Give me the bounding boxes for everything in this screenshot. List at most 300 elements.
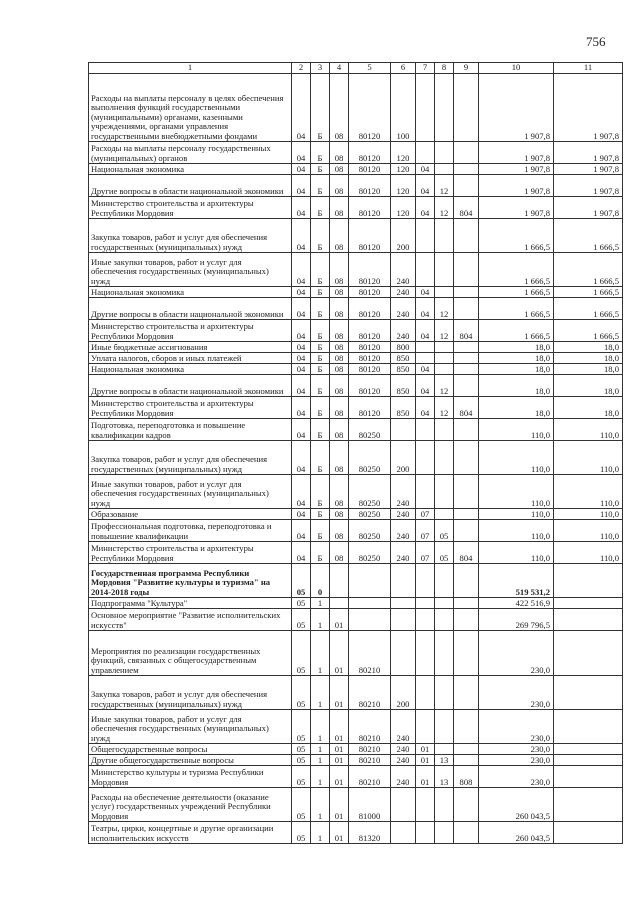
code-cell: 12 [435, 397, 454, 419]
code-cell: 200 [391, 441, 416, 475]
code-cell [454, 520, 479, 542]
code-cell: 81320 [349, 822, 391, 844]
table-row [89, 175, 623, 197]
code-cell: 04 [292, 441, 311, 475]
code-cell: 1 [311, 766, 330, 788]
table-row [89, 744, 623, 755]
amount-cell: 1 666,5 [479, 320, 554, 342]
row-description: Другие вопросы в области национальной экономики [89, 375, 292, 397]
page-number: 756 [586, 34, 606, 49]
code-cell [349, 598, 391, 609]
budget-table [88, 62, 623, 844]
code-cell: Б [311, 509, 330, 520]
code-cell [454, 598, 479, 609]
code-cell [416, 353, 435, 364]
amount-cell [554, 788, 623, 822]
code-cell: 80210 [349, 755, 391, 766]
code-cell: 200 [391, 219, 416, 253]
code-cell: 01 [330, 631, 349, 676]
code-cell [435, 676, 454, 710]
column-header-5: 5 [349, 63, 391, 74]
row-description: Другие общегосударственные вопросы [89, 755, 292, 766]
row-description: Мероприятия по реализации государственных функций, связанных с общегосударственным управлением [89, 631, 292, 676]
code-cell: 240 [391, 320, 416, 342]
code-cell: 1 [311, 710, 330, 744]
amount-cell [554, 766, 623, 788]
code-cell: 80120 [349, 197, 391, 219]
code-cell: 120 [391, 175, 416, 197]
code-cell: Б [311, 364, 330, 375]
code-cell: 240 [391, 755, 416, 766]
code-cell: 240 [391, 542, 416, 564]
amount-cell: 18,0 [554, 342, 623, 353]
code-cell: 08 [330, 542, 349, 564]
code-cell: 1 [311, 676, 330, 710]
code-cell: 80250 [349, 441, 391, 475]
row-description: Закупка товаров, работ и услуг для обеспечения государственных (муниципальных) нужд [89, 219, 292, 253]
code-cell: 04 [416, 364, 435, 375]
code-cell: 01 [330, 755, 349, 766]
amount-cell [554, 822, 623, 844]
column-header-3: 3 [311, 63, 330, 74]
code-cell: 13 [435, 755, 454, 766]
code-cell: 01 [330, 766, 349, 788]
code-cell [435, 342, 454, 353]
code-cell [435, 419, 454, 441]
code-cell: 04 [292, 509, 311, 520]
code-cell: 80250 [349, 475, 391, 509]
row-description: Министерство культуры и туризма Республики Мордовия [89, 766, 292, 788]
amount-cell: 110,0 [554, 475, 623, 509]
table-row [89, 520, 623, 542]
amount-cell: 18,0 [554, 375, 623, 397]
code-cell: 04 [416, 164, 435, 175]
code-cell [454, 298, 479, 320]
table-row [89, 755, 623, 766]
code-cell: 12 [435, 175, 454, 197]
code-cell: 08 [330, 142, 349, 164]
code-cell [416, 475, 435, 509]
code-cell: 80250 [349, 509, 391, 520]
code-cell: 120 [391, 197, 416, 219]
row-description: Закупка товаров, работ и услуг для обеспечения государственных (муниципальных) нужд [89, 676, 292, 710]
code-cell: 01 [330, 788, 349, 822]
table-row [89, 375, 623, 397]
code-cell: 08 [330, 397, 349, 419]
code-cell: 804 [454, 397, 479, 419]
code-cell: 80250 [349, 520, 391, 542]
code-cell: 200 [391, 676, 416, 710]
column-header-2: 2 [292, 63, 311, 74]
code-cell: 04 [292, 342, 311, 353]
code-cell: 240 [391, 710, 416, 744]
amount-cell: 1 666,5 [479, 287, 554, 298]
amount-cell [554, 598, 623, 609]
code-cell [454, 631, 479, 676]
row-description: Профессиональная подготовка, переподготовка и повышение квалификации [89, 520, 292, 542]
amount-cell: 1 907,8 [554, 197, 623, 219]
code-cell: 80120 [349, 142, 391, 164]
code-cell: 05 [292, 766, 311, 788]
table-row [89, 509, 623, 520]
code-cell: Б [311, 197, 330, 219]
code-cell: 12 [435, 320, 454, 342]
code-cell: 1 [311, 755, 330, 766]
code-cell: 04 [292, 364, 311, 375]
code-cell [416, 219, 435, 253]
code-cell: 05 [435, 542, 454, 564]
code-cell [391, 419, 416, 441]
code-cell [454, 475, 479, 509]
code-cell: Б [311, 175, 330, 197]
code-cell: 05 [292, 564, 311, 598]
code-cell: 1 [311, 744, 330, 755]
code-cell: 04 [292, 253, 311, 287]
code-cell: 04 [416, 320, 435, 342]
code-cell [416, 631, 435, 676]
code-cell [435, 822, 454, 844]
code-cell: 80250 [349, 419, 391, 441]
row-description: Основное мероприятие "Развитие исполнительских искусств" [89, 609, 292, 631]
code-cell: 80210 [349, 631, 391, 676]
amount-cell: 422 516,9 [479, 598, 554, 609]
amount-cell: 260 043,5 [479, 822, 554, 844]
amount-cell: 1 907,8 [479, 74, 554, 142]
code-cell: 05 [292, 788, 311, 822]
code-cell: 01 [416, 755, 435, 766]
table-row [89, 609, 623, 631]
code-cell: 01 [330, 710, 349, 744]
code-cell: 05 [292, 631, 311, 676]
code-cell [416, 142, 435, 164]
amount-cell: 1 666,5 [554, 320, 623, 342]
code-cell [454, 342, 479, 353]
amount-cell: 1 666,5 [479, 298, 554, 320]
code-cell [435, 631, 454, 676]
table-row [89, 710, 623, 744]
code-cell [454, 822, 479, 844]
amount-cell: 260 043,5 [479, 788, 554, 822]
code-cell [435, 253, 454, 287]
code-cell: 100 [391, 74, 416, 142]
code-cell [416, 788, 435, 822]
table-row [89, 631, 623, 676]
table-row [89, 542, 623, 564]
code-cell: 240 [391, 766, 416, 788]
code-cell: Б [311, 74, 330, 142]
code-cell: 240 [391, 509, 416, 520]
code-cell: 80120 [349, 397, 391, 419]
code-cell [435, 744, 454, 755]
code-cell [454, 755, 479, 766]
code-cell: 80120 [349, 164, 391, 175]
row-description: Министерство строительства и архитектуры Республики Мордовия [89, 542, 292, 564]
code-cell: 1 [311, 822, 330, 844]
amount-cell: 18,0 [479, 342, 554, 353]
amount-cell: 269 796,5 [479, 609, 554, 631]
row-description: Другие вопросы в области национальной экономики [89, 175, 292, 197]
code-cell: 80120 [349, 74, 391, 142]
code-cell: 08 [330, 419, 349, 441]
row-description: Уплата налогов, сборов и иных платежей [89, 353, 292, 364]
code-cell [454, 253, 479, 287]
amount-cell [554, 710, 623, 744]
amount-cell: 1 666,5 [554, 287, 623, 298]
code-cell: 850 [391, 364, 416, 375]
code-cell: 08 [330, 287, 349, 298]
code-cell: 80120 [349, 175, 391, 197]
code-cell: 80120 [349, 375, 391, 397]
column-header-9: 9 [454, 63, 479, 74]
code-cell [454, 564, 479, 598]
code-cell: 81000 [349, 788, 391, 822]
code-cell: Б [311, 441, 330, 475]
column-header-8: 8 [435, 63, 454, 74]
code-cell: 08 [330, 298, 349, 320]
table-row [89, 142, 623, 164]
code-cell: 04 [292, 419, 311, 441]
code-cell [435, 74, 454, 142]
code-cell: 12 [435, 375, 454, 397]
header-row [89, 63, 623, 74]
row-description: Образование [89, 509, 292, 520]
column-header-4: 4 [330, 63, 349, 74]
row-description: Театры, цирки, концертные и другие организации исполнительских искусств [89, 822, 292, 844]
amount-cell: 1 907,8 [554, 175, 623, 197]
code-cell [349, 564, 391, 598]
code-cell [454, 609, 479, 631]
code-cell: 04 [292, 298, 311, 320]
table-row [89, 822, 623, 844]
amount-cell [554, 564, 623, 598]
code-cell: 80210 [349, 744, 391, 755]
column-header-7: 7 [416, 63, 435, 74]
code-cell: Б [311, 142, 330, 164]
code-cell: 08 [330, 253, 349, 287]
code-cell: 07 [416, 509, 435, 520]
code-cell [435, 598, 454, 609]
row-description: Министерство строительства и архитектуры Республики Мордовия [89, 397, 292, 419]
amount-cell: 18,0 [479, 364, 554, 375]
table-row [89, 564, 623, 598]
code-cell: 04 [292, 197, 311, 219]
code-cell [454, 788, 479, 822]
amount-cell: 1 666,5 [479, 219, 554, 253]
code-cell: 01 [330, 744, 349, 755]
code-cell: 04 [292, 320, 311, 342]
code-cell: 01 [330, 676, 349, 710]
amount-cell: 1 666,5 [479, 253, 554, 287]
code-cell [435, 364, 454, 375]
table-row [89, 164, 623, 175]
code-cell: 240 [391, 287, 416, 298]
amount-cell: 18,0 [554, 364, 623, 375]
code-cell: 80120 [349, 253, 391, 287]
code-cell [454, 353, 479, 364]
code-cell [454, 74, 479, 142]
code-cell [435, 788, 454, 822]
row-description: Министерство строительства и архитектуры Республики Мордовия [89, 197, 292, 219]
code-cell [454, 219, 479, 253]
amount-cell: 230,0 [479, 710, 554, 744]
table-row [89, 766, 623, 788]
code-cell: Б [311, 397, 330, 419]
code-cell [454, 364, 479, 375]
code-cell [391, 631, 416, 676]
amount-cell: 18,0 [554, 353, 623, 364]
table-row [89, 441, 623, 475]
code-cell: 04 [416, 397, 435, 419]
row-description: Подпрограмма "Культура" [89, 598, 292, 609]
code-cell [435, 509, 454, 520]
amount-cell: 1 907,8 [554, 142, 623, 164]
code-cell: 01 [330, 822, 349, 844]
code-cell: 04 [292, 219, 311, 253]
code-cell: 850 [391, 397, 416, 419]
code-cell: Б [311, 298, 330, 320]
code-cell [349, 609, 391, 631]
code-cell: 80120 [349, 287, 391, 298]
code-cell: 80210 [349, 766, 391, 788]
code-cell [416, 676, 435, 710]
code-cell: 120 [391, 142, 416, 164]
amount-cell: 110,0 [554, 542, 623, 564]
code-cell: Б [311, 419, 330, 441]
amount-cell: 1 907,8 [554, 74, 623, 142]
amount-cell: 230,0 [479, 676, 554, 710]
code-cell: Б [311, 475, 330, 509]
code-cell [416, 710, 435, 744]
code-cell [435, 475, 454, 509]
column-header-6: 6 [391, 63, 416, 74]
amount-cell [554, 609, 623, 631]
code-cell: 05 [435, 520, 454, 542]
row-description: Иные закупки товаров, работ и услуг для обеспечения государственных (муниципальных) нужд [89, 253, 292, 287]
amount-cell: 1 907,8 [479, 142, 554, 164]
code-cell [330, 598, 349, 609]
code-cell: 1 [311, 631, 330, 676]
table-row [89, 419, 623, 441]
row-description: Национальная экономика [89, 364, 292, 375]
code-cell: 05 [292, 676, 311, 710]
column-header-1: 1 [89, 63, 292, 74]
amount-cell: 110,0 [479, 475, 554, 509]
row-description: Министерство строительства и архитектуры Республики Мордовия [89, 320, 292, 342]
code-cell: 80120 [349, 320, 391, 342]
code-cell [435, 564, 454, 598]
table-row [89, 287, 623, 298]
code-cell: 04 [292, 397, 311, 419]
code-cell: 05 [292, 744, 311, 755]
code-cell: 08 [330, 353, 349, 364]
code-cell: 80120 [349, 353, 391, 364]
table-row [89, 364, 623, 375]
code-cell: 240 [391, 520, 416, 542]
amount-cell: 1 666,5 [554, 298, 623, 320]
code-cell: 08 [330, 520, 349, 542]
table-row [89, 788, 623, 822]
table-row [89, 598, 623, 609]
row-description: Подготовка, переподготовка и повышение квалификации кадров [89, 419, 292, 441]
code-cell [435, 441, 454, 475]
code-cell [416, 74, 435, 142]
amount-cell [554, 744, 623, 755]
code-cell: Б [311, 320, 330, 342]
row-description: Расходы на обеспечение деятельности (оказание услуг) государственных учреждений Республики Мордовия [89, 788, 292, 822]
amount-cell: 18,0 [479, 353, 554, 364]
table-row [89, 353, 623, 364]
code-cell: 05 [292, 755, 311, 766]
code-cell [416, 419, 435, 441]
row-description: Иные бюджетные ассигнования [89, 342, 292, 353]
code-cell [435, 710, 454, 744]
code-cell: 08 [330, 219, 349, 253]
amount-cell: 110,0 [554, 509, 623, 520]
code-cell: 804 [454, 542, 479, 564]
code-cell: 08 [330, 441, 349, 475]
row-description: Иные закупки товаров, работ и услуг для обеспечения государственных (муниципальных) нужд [89, 710, 292, 744]
code-cell [416, 564, 435, 598]
code-cell: 808 [454, 766, 479, 788]
amount-cell: 18,0 [479, 397, 554, 419]
code-cell: Б [311, 520, 330, 542]
table-row [89, 676, 623, 710]
code-cell: 05 [292, 710, 311, 744]
code-cell [416, 441, 435, 475]
code-cell: 0 [311, 564, 330, 598]
code-cell: 08 [330, 164, 349, 175]
code-cell: Б [311, 353, 330, 364]
code-cell: Б [311, 287, 330, 298]
amount-cell: 110,0 [479, 419, 554, 441]
table-row [89, 342, 623, 353]
code-cell: 13 [435, 766, 454, 788]
code-cell: 05 [292, 598, 311, 609]
code-cell [330, 564, 349, 598]
code-cell: 80250 [349, 542, 391, 564]
code-cell: 08 [330, 197, 349, 219]
code-cell: 05 [292, 609, 311, 631]
code-cell: 04 [292, 375, 311, 397]
code-cell [454, 142, 479, 164]
code-cell [454, 164, 479, 175]
code-cell [391, 609, 416, 631]
code-cell: 08 [330, 74, 349, 142]
code-cell: 04 [292, 175, 311, 197]
amount-cell: 1 666,5 [554, 219, 623, 253]
code-cell: 120 [391, 164, 416, 175]
code-cell [454, 175, 479, 197]
code-cell [435, 142, 454, 164]
table-row [89, 253, 623, 287]
code-cell [435, 609, 454, 631]
code-cell: Б [311, 375, 330, 397]
code-cell [454, 419, 479, 441]
table-row [89, 298, 623, 320]
code-cell: 850 [391, 353, 416, 364]
code-cell: 04 [416, 298, 435, 320]
code-cell [454, 509, 479, 520]
code-cell [435, 287, 454, 298]
code-cell: 1 [311, 788, 330, 822]
amount-cell: 110,0 [479, 509, 554, 520]
amount-cell: 110,0 [479, 542, 554, 564]
row-description: Общегосударственные вопросы [89, 744, 292, 755]
amount-cell [554, 676, 623, 710]
code-cell: 800 [391, 342, 416, 353]
amount-cell: 519 531,2 [479, 564, 554, 598]
code-cell: 80210 [349, 710, 391, 744]
